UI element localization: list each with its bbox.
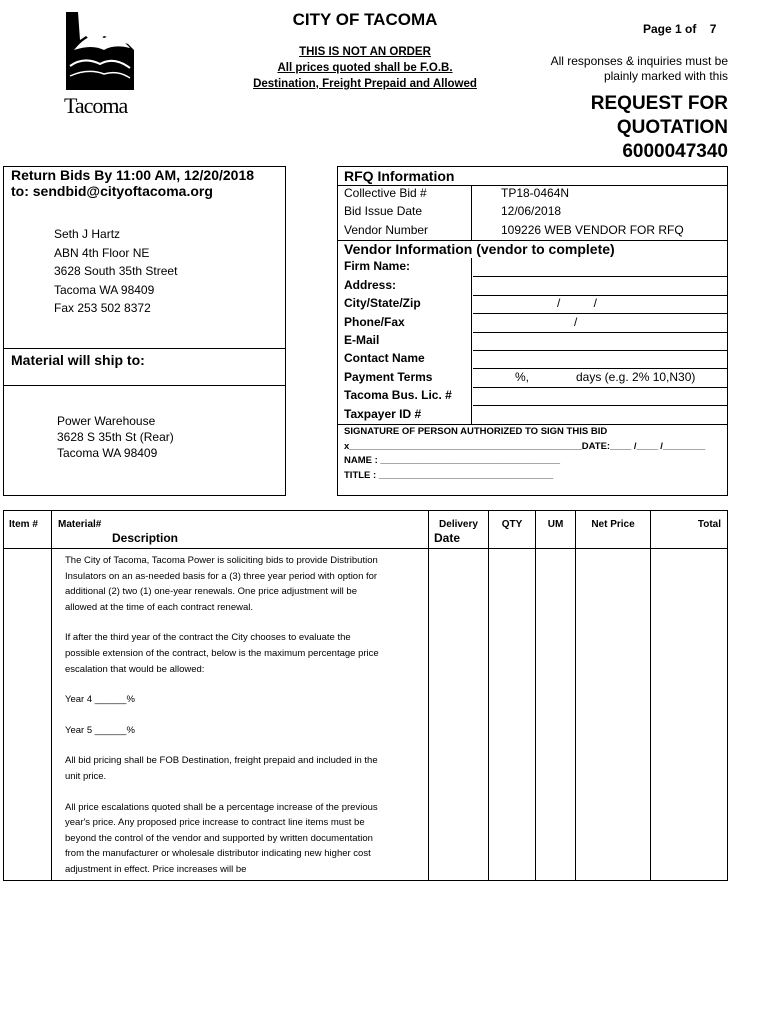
vendor-info-title: Vendor Information (vendor to complete) bbox=[344, 241, 615, 257]
col-qty: QTY bbox=[501, 519, 523, 530]
contact-street: 3628 South 35th Street bbox=[54, 264, 178, 278]
desc-paragraph-fob: All bid pricing shall be FOB Destination, freight prepaid and included in the unit price. bbox=[65, 755, 378, 782]
bus-lic-field[interactable] bbox=[473, 388, 727, 406]
signature-title-line[interactable]: TITLE : _________________________________ bbox=[344, 470, 554, 481]
phone-fax-field[interactable] bbox=[473, 315, 727, 333]
page-total: 7 bbox=[709, 22, 717, 36]
items-table bbox=[3, 510, 728, 881]
taxpayer-id-label: Taxpayer ID # bbox=[344, 407, 422, 421]
page-indicator bbox=[643, 22, 716, 36]
col-delivery: Delivery bbox=[439, 519, 478, 530]
ship-to-line-2: 3628 S 35th St (Rear) bbox=[57, 430, 174, 444]
contact-name-label: Contact Name bbox=[344, 351, 425, 365]
email-field[interactable] bbox=[473, 333, 727, 351]
collective-bid-label: Collective Bid # bbox=[344, 186, 427, 200]
ship-to-title: Material will ship to: bbox=[11, 352, 145, 368]
email-label: E-Mail bbox=[344, 333, 380, 347]
address-label: Address: bbox=[344, 278, 397, 292]
contact-fax: Fax 253 502 8372 bbox=[54, 301, 151, 315]
phone-fax-slash: / bbox=[574, 315, 578, 329]
payment-days-hint: days (e.g. 2% 10,N30) bbox=[576, 370, 696, 384]
fob-line-2: Destination, Freight Prepaid and Allowed bbox=[253, 78, 477, 90]
item-description bbox=[65, 553, 385, 893]
ship-to-line-3: Tacoma WA 98409 bbox=[57, 446, 158, 460]
col-description: Description bbox=[112, 531, 179, 545]
col-net-price: Net Price bbox=[591, 519, 635, 530]
desc-year-5: Year 5 ______% bbox=[65, 724, 135, 736]
contact-office: ABN 4th Floor NE bbox=[54, 246, 150, 260]
city-state-zip-label: City/State/Zip bbox=[344, 296, 421, 310]
taxpayer-id-field[interactable] bbox=[473, 407, 727, 424]
payment-terms-label: Payment Terms bbox=[344, 370, 433, 384]
rfq-info-title: RFQ Information bbox=[344, 168, 455, 184]
firm-name-label: Firm Name: bbox=[344, 259, 411, 273]
col-total: Total bbox=[697, 519, 721, 530]
vendor-number-label: Vendor Number bbox=[344, 223, 429, 237]
ship-to-header-box bbox=[3, 348, 286, 386]
city-title: CITY OF TACOMA bbox=[292, 10, 438, 29]
desc-paragraph-2: If after the third year of the contract the City chooses to evaluate the possible extension of the contract, below is the maximum percentage price escalation that would be allowed: bbox=[65, 632, 379, 675]
desc-paragraph-escalation: All price escalations quoted shall be a percentage increase of the previous year's price. Any proposed price increase to contract line items must be beyond the control of the vendor and supported by written documentation from the manufacturer or wholesale distributor indicating new higher cost adjustment in effect. Price increases will be bbox=[65, 801, 378, 875]
payment-percent: %, bbox=[515, 370, 530, 384]
logo-mountain-icon bbox=[64, 10, 136, 90]
fob-line-1: All prices quoted shall be F.O.B. bbox=[277, 62, 453, 74]
page-label: Page 1 of bbox=[643, 22, 697, 36]
ship-to-line-1: Power Warehouse bbox=[57, 414, 156, 428]
firm-name-field[interactable] bbox=[473, 259, 727, 277]
payment-terms-field[interactable] bbox=[473, 370, 727, 388]
address-field[interactable] bbox=[473, 278, 727, 296]
inquiries-line-1: All responses & inquiries must be bbox=[550, 54, 728, 68]
col-material: Material# bbox=[58, 519, 102, 530]
vendor-number-value: 109226 WEB VENDOR FOR RFQ bbox=[501, 223, 684, 237]
desc-year-4: Year 4 ______% bbox=[65, 694, 135, 706]
return-bids-box bbox=[3, 166, 286, 349]
rfq-info-box bbox=[337, 166, 728, 496]
return-bids-line-1: Return Bids By 11:00 AM, 12/20/2018 bbox=[11, 167, 255, 183]
rfq-number: 6000047340 bbox=[622, 141, 728, 162]
signature-name-line[interactable]: NAME : __________________________________ bbox=[344, 455, 561, 466]
signature-line[interactable]: x____________________________________________DATE:____ /____ /________ bbox=[344, 441, 706, 452]
issue-date-value: 12/06/2018 bbox=[501, 204, 562, 218]
city-state-zip-field[interactable] bbox=[473, 296, 727, 314]
phone-fax-label: Phone/Fax bbox=[344, 315, 405, 329]
collective-bid-value: TP18-0464N bbox=[501, 186, 570, 200]
col-item: Item # bbox=[9, 519, 38, 530]
desc-paragraph-1: The City of Tacoma, Tacoma Power is soliciting bids to provide Distribution Insulators on an as-needed basis for a (3) three year period with option for additional (2) two (1) one-year renewals. One price adjustment will be allowed at the time of each contract renewal. bbox=[65, 555, 378, 613]
city-logo bbox=[64, 10, 136, 118]
contact-name: Seth J Hartz bbox=[54, 227, 121, 241]
col-date: Date bbox=[434, 531, 461, 545]
return-bids-line-2: to: sendbid@cityoftacoma.org bbox=[11, 183, 213, 199]
city-state-zip-slashes: / / bbox=[557, 296, 598, 310]
logo-text: Tacoma bbox=[64, 93, 128, 118]
rfq-title-1: REQUEST FOR bbox=[590, 93, 728, 114]
contact-city: Tacoma WA 98409 bbox=[54, 283, 155, 297]
signature-title: SIGNATURE OF PERSON AUTHORIZED TO SIGN THIS BID bbox=[344, 426, 608, 437]
rfq-title-2: QUOTATION bbox=[616, 117, 728, 138]
contact-name-field[interactable] bbox=[473, 351, 727, 369]
bus-lic-label: Tacoma Bus. Lic. # bbox=[344, 388, 452, 402]
inquiries-line-2: plainly marked with this bbox=[603, 69, 728, 83]
issue-date-label: Bid Issue Date bbox=[344, 204, 423, 218]
col-um: UM bbox=[547, 519, 564, 530]
not-an-order: THIS IS NOT AN ORDER bbox=[299, 46, 431, 58]
ship-to-box bbox=[3, 385, 286, 496]
